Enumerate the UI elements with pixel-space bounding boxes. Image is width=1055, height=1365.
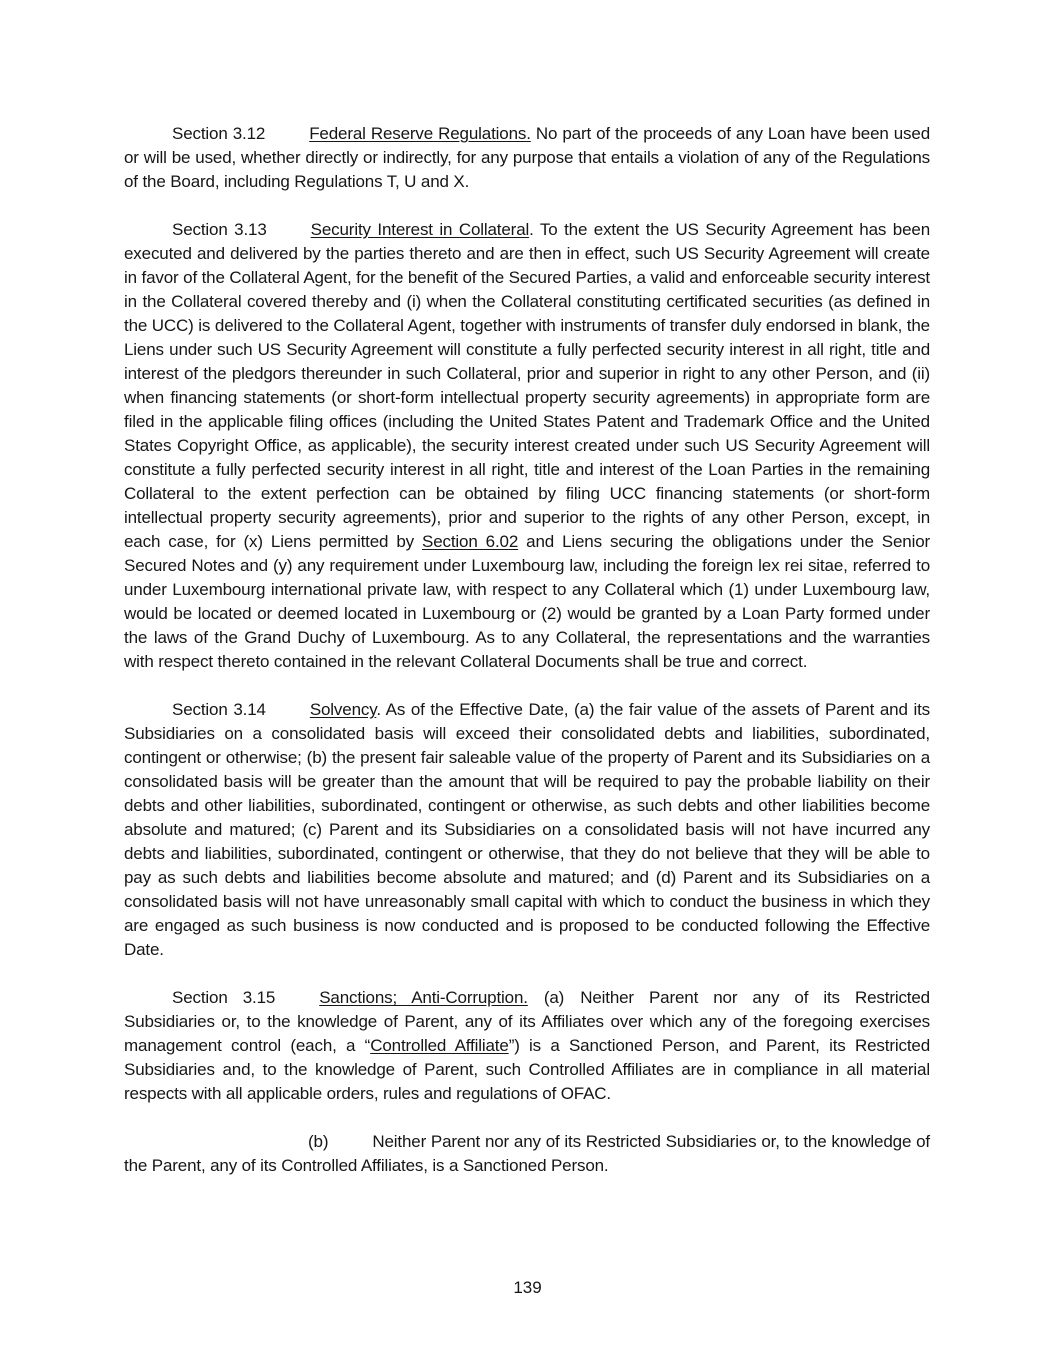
section-3-12-heading: Federal Reserve Regulations.: [309, 124, 531, 143]
tab-space: [275, 1002, 319, 1003]
tab-space: [265, 138, 309, 139]
clause-a-marker: (a): [543, 988, 565, 1007]
section-6-02-reference: Section 6.02: [422, 532, 519, 551]
tab-space: [564, 1002, 580, 1003]
tab-space: [528, 1002, 544, 1003]
controlled-affiliate-term: Controlled Affiliate: [370, 1036, 509, 1055]
section-3-15-paragraph: [124, 986, 930, 1106]
clause-b-paragraph: [124, 1130, 930, 1178]
section-3-15-body-part2: ”) is a Sanctioned Person, and Parent, its Restricted Subsidiaries and, to the knowledge of Parent, such Controlled Affiliates are in compliance in all material respects with all applicable orders, rules and regulations of OFAC.: [124, 1036, 930, 1103]
document-body: [124, 122, 930, 1202]
section-3-15-body-part1: Neither Parent nor any of its Restricted Subsidiaries or, to the knowledge of Parent, any of its Affiliates over which any of the foregoing exercises management control (each, a “: [124, 988, 930, 1055]
section-3-12-label: Section 3.12: [172, 124, 266, 143]
section-3-14-label: Section 3.14: [172, 700, 266, 719]
section-3-13-label: Section 3.13: [172, 220, 267, 239]
section-3-14-heading: Solvency: [309, 700, 377, 719]
section-3-15-heading: Sanctions; Anti-Corruption.: [319, 988, 528, 1007]
section-3-13-heading: Security Interest in Collateral: [310, 220, 530, 239]
clause-b-marker: (b): [308, 1132, 329, 1151]
section-3-12-body: No part of the proceeds of any Loan have been used or will be used, whether directly or indirectly, for any purpose that entails a violation of any of the Regulations of the Board, including Regulations T, U and X.: [124, 124, 930, 191]
section-3-12-paragraph: [124, 122, 930, 194]
tab-space: [267, 234, 311, 235]
section-3-15-label: Section 3.15: [172, 988, 276, 1007]
section-3-13-body-part1: . To the extent the US Security Agreement has been executed and delivered by the parties thereto and are then in effect, such US Security Agreement will create in favor of the Collateral Agent, for the benefit of the Secured Parties, a valid and enforceable security interest in the Collateral covered thereby and (i) when the Collateral constituting certificated securities (as defined in the UCC) is delivered to the Collateral Agent, together with instruments of transfer duly endorsed in blank, the Liens under such US Security Agreement will constitute a fully perfected security interest in all right, title and interest of the pledgors thereunder in such Collateral, prior and superior in right to any other Person, and (ii) when financing statements (or short-form intellectual property security agreements) in appropriate form are filed in the applicable filing offices (including the United States Patent and Trademark Office and the United States Copyright Office, as applicable), the security interest created under such US Security Agreement will constitute a fully perfected security interest in all right, title and interest of the Loan Parties in the remaining Collateral to the extent perfection can be obtained by filing UCC financing statements (or short-form intellectual property security agreements), prior and superior to the rights of any other Person, except, in each case, for (x) Liens permitted by: [124, 220, 930, 551]
section-3-14-paragraph: [124, 698, 930, 962]
page-number: 139: [513, 1278, 542, 1297]
tab-space: [266, 714, 310, 715]
tab-space: [328, 1146, 372, 1147]
section-3-13-body-part2: and Liens securing the obligations under the Senior Secured Notes and (y) any requirement under Luxembourg law, including the foreign lex rei sitae, referred to under Luxembourg international private law, with respect to any Collateral which (1) under Luxembourg law, would be located or deemed located in Luxembourg or (2) would be granted by a Loan Party formed under the laws of the Grand Duchy of Luxembourg. As to any Collateral, the representations and the warranties with respect thereto contained in the relevant Collateral Documents shall be true and correct.: [124, 532, 931, 671]
clause-b-body: Neither Parent nor any of its Restricted Subsidiaries or, to the knowledge of the Parent, any of its Controlled Affiliates, is a Sanctioned Person.: [124, 1132, 930, 1175]
section-3-13-paragraph: [124, 218, 930, 674]
section-3-14-body: . As of the Effective Date, (a) the fair value of the assets of Parent and its Subsidiaries on a consolidated basis will exceed their consolidated debts and liabilities, subordinated, contingent or otherwise; (b) the present fair saleable value of the property of Parent and its Subsidiaries on a consolidated basis will be greater than the amount that will be required to pay the probable liability on their debts and other liabilities, subordinated, contingent or otherwise, as such debts and other liabilities become absolute and matured; (c) Parent and its Subsidiaries on a consolidated basis will not have incurred any debts and liabilities, subordinated, contingent or otherwise, that they do not believe that they will be able to pay as such debts and liabilities become absolute and matured; and (d) Parent and its Subsidiaries on a consolidated basis will not have unreasonably small capital with which to conduct the business in which they are engaged as such business is now conducted and is proposed to be conducted following the Effective Date.: [124, 700, 930, 959]
